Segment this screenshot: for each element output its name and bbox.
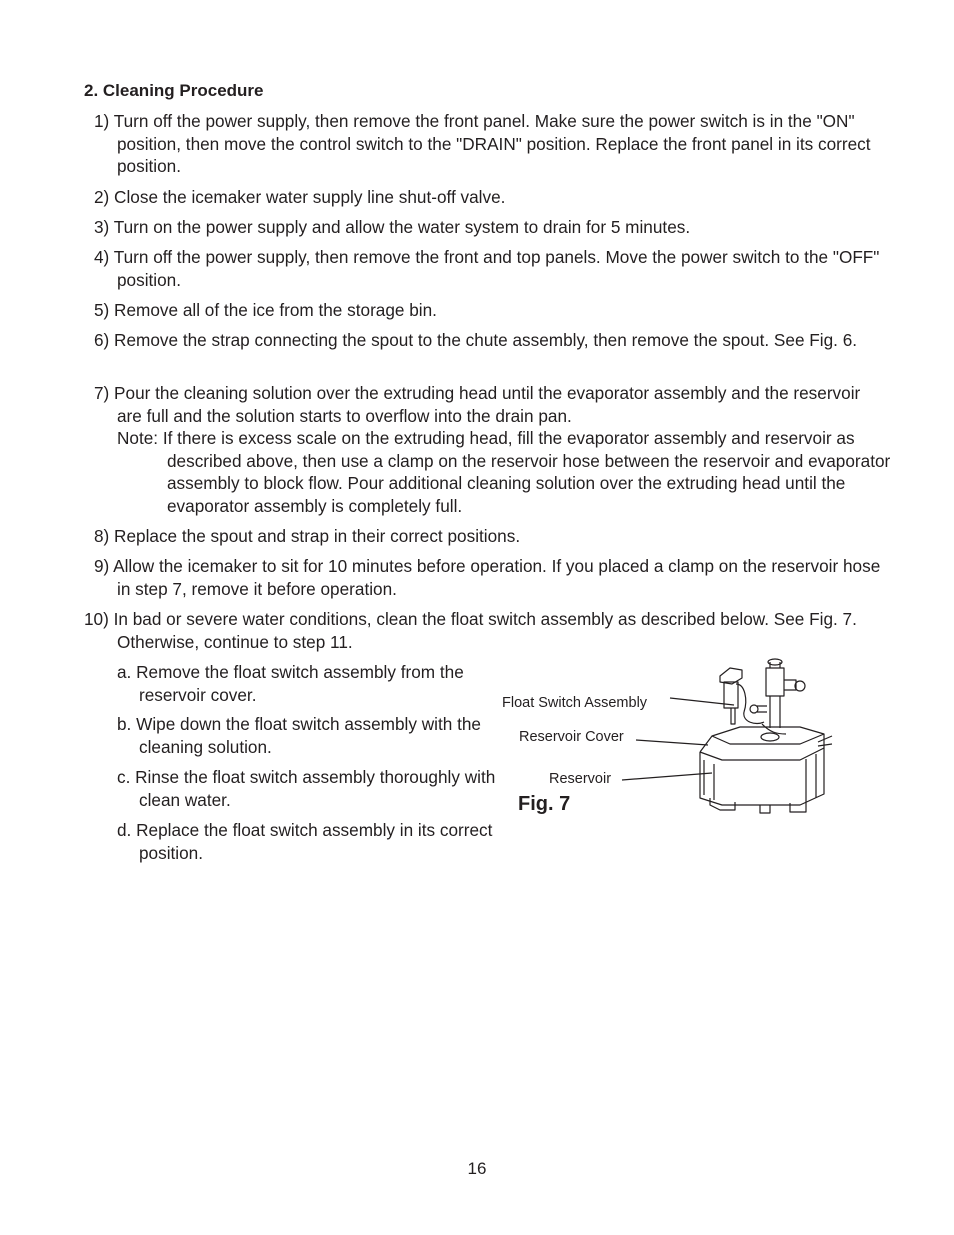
step-1: 1) Turn off the power supply, then remove the front panel. Make sure the power switch is in the "ON" position, then move the control switch to the "DRAIN" position. Replace the front panel in its correct position.	[94, 111, 871, 176]
step-5: 5) Remove all of the ice from the storage bin.	[94, 300, 437, 320]
step-2: 2) Close the icemaker water supply line shut-off valve.	[94, 187, 506, 207]
reservoir-body	[700, 748, 824, 805]
step-7-note: Note: If there is excess scale on the extruding head, fill the evaporator assembly and reservoir as described above, then use a clamp on the reservoir hose between the reservoir and evaporator assembly to block flow. Pour additional cleaning solution over the extruding head until the evaporator assembly is completely full.	[117, 428, 891, 516]
step-6: 6) Remove the strap connecting the spout to the chute assembly, then remove the spout. See Fig. 6.	[94, 330, 858, 350]
substep-b: b. Wipe down the float switch assembly with the cleaning solution.	[117, 714, 481, 757]
leader-line-reservoir-cover	[636, 740, 708, 745]
substep-d: d. Replace the float switch assembly in its correct position.	[117, 820, 493, 863]
reservoir-cover	[700, 727, 824, 752]
step-8: 8) Replace the spout and strap in their correct positions.	[94, 526, 521, 546]
step-10: 10) In bad or severe water conditions, clean the float switch assembly as described below. See Fig. 7. Otherwise, continue to step 11.	[84, 609, 857, 652]
substep-c: c. Rinse the float switch assembly thoroughly with clean water.	[117, 767, 496, 810]
leader-line-reservoir	[622, 773, 712, 780]
substep-a: a. Remove the float switch assembly from the reservoir cover.	[117, 662, 464, 705]
section-heading: 2. Cleaning Procedure	[84, 81, 264, 100]
label-float-switch-assembly: Float Switch Assembly	[502, 695, 648, 711]
page-number: 16	[467, 1159, 487, 1178]
step-3: 3) Turn on the power supply and allow the water system to drain for 5 minutes.	[94, 217, 691, 237]
step-7: 7) Pour the cleaning solution over the extruding head until the evaporator assembly and the reservoir are full and the solution starts to overflow into the drain pan.	[94, 383, 861, 426]
label-reservoir: Reservoir	[549, 771, 612, 787]
figure-title: Fig. 7	[518, 793, 571, 815]
step-9: 9) Allow the icemaker to sit for 10 minutes before operation. If you placed a clamp on the reservoir hose in step 7, remove it before operation.	[94, 556, 881, 599]
leader-line-float-switch	[670, 698, 734, 705]
step-4: 4) Turn off the power supply, then remove the front and top panels. Move the power switch to the "OFF" position.	[94, 247, 880, 290]
float-switch-body	[724, 682, 738, 708]
label-reservoir-cover: Reservoir Cover	[519, 729, 624, 745]
valve-tower	[766, 668, 784, 696]
